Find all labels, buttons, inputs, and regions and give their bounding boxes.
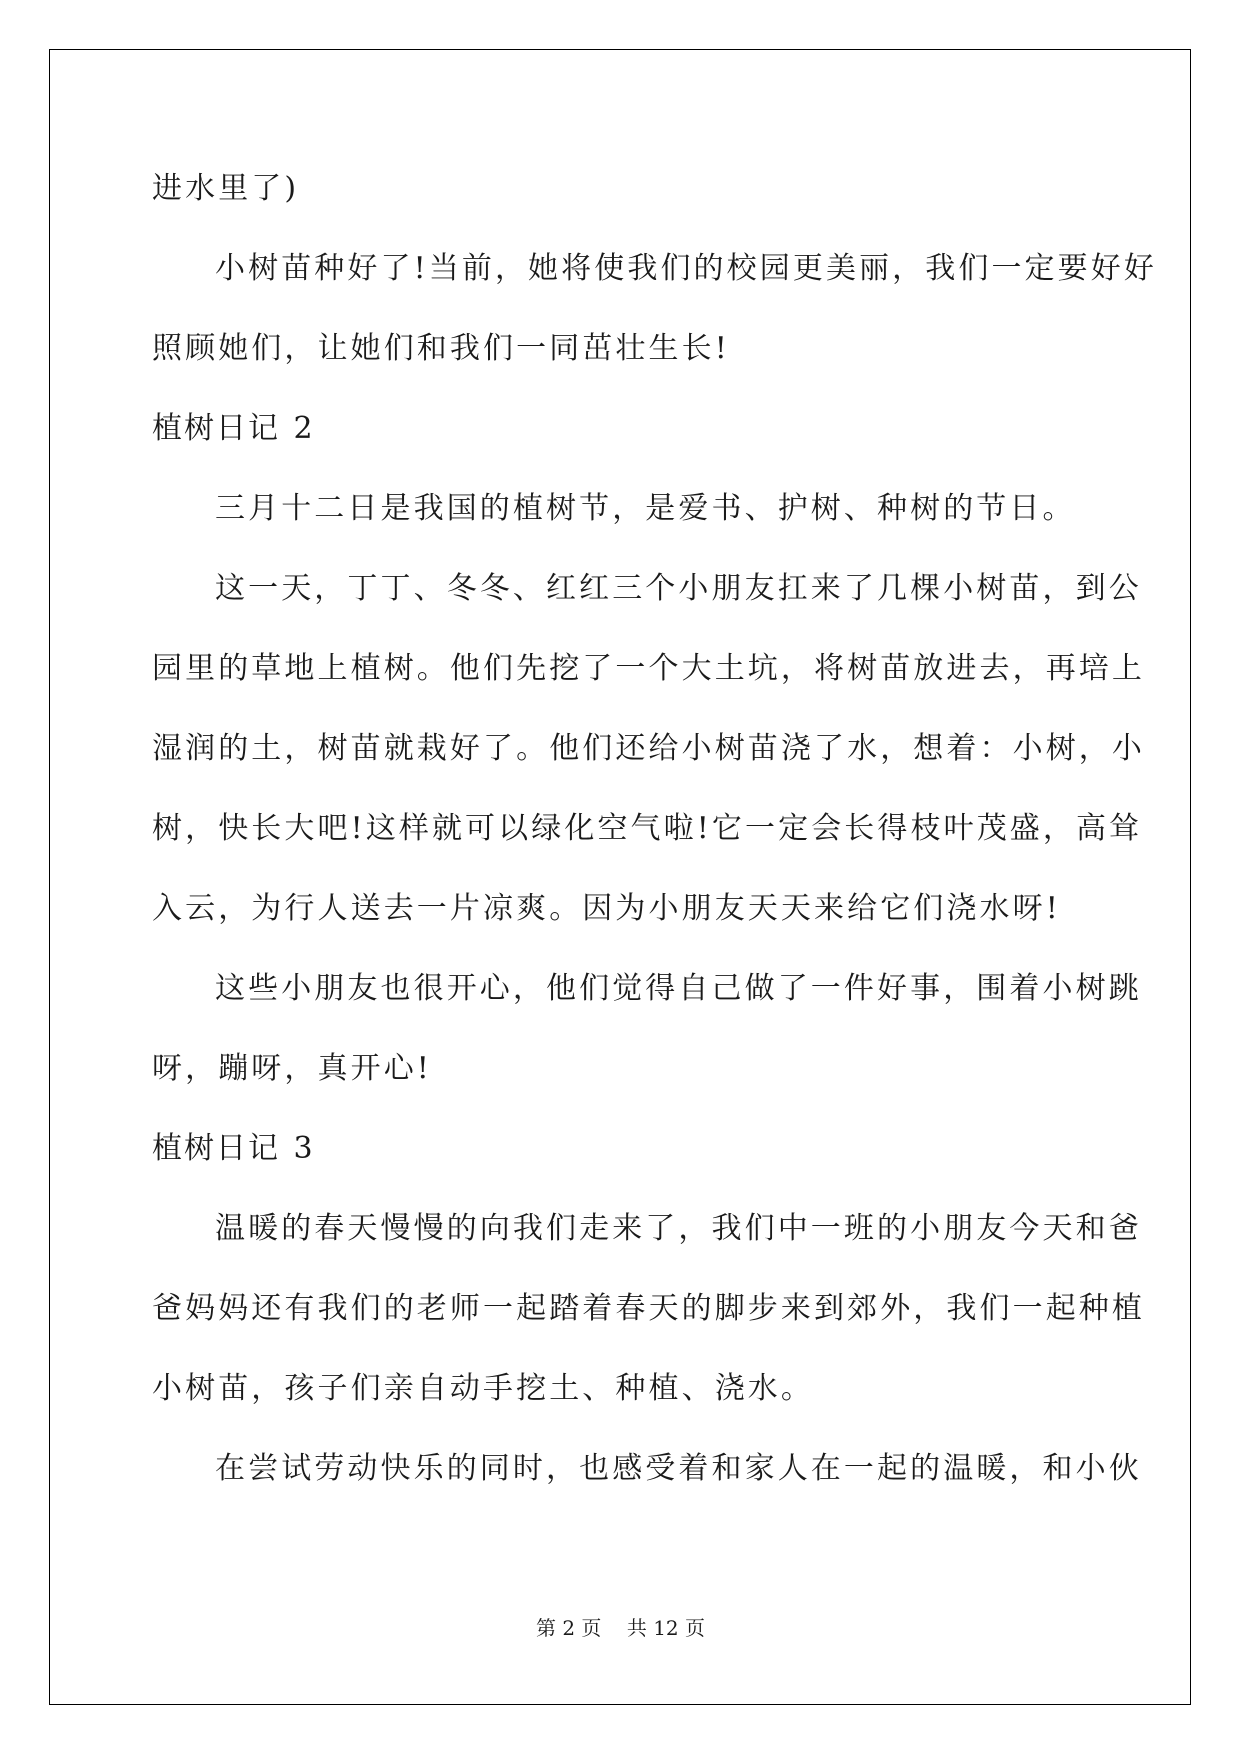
- text-line: 呀，蹦呀，真开心!: [152, 1051, 432, 1086]
- section-heading: 植树日记 2: [152, 411, 315, 446]
- document-body: [152, 162, 1157, 1522]
- paragraph-first-line: 小树苗种好了!当前，她将使我们的校园更美丽，我们一定要好好: [215, 251, 1157, 286]
- text-line: 进水里了): [152, 171, 300, 206]
- paragraph-first-line: 这一天，丁丁、冬冬、红红三个小朋友扛来了几棵小树苗，到公: [215, 571, 1142, 606]
- text-line: 照顾她们，让她们和我们一同茁壮生长!: [152, 331, 730, 366]
- text-line: 小树苗，孩子们亲自动手挖土、种植、浇水。: [152, 1371, 814, 1406]
- text-line: 湿润的土，树苗就栽好了。他们还给小树苗浇了水，想着：小树，小: [152, 731, 1145, 766]
- paragraph-first-line: 温暖的春天慢慢的向我们走来了，我们中一班的小朋友今天和爸: [215, 1211, 1142, 1246]
- page-number-footer: 第 2 页 共 12 页: [535, 1616, 706, 1640]
- text-line: 园里的草地上植树。他们先挖了一个大土坑，将树苗放进去，再培上: [152, 651, 1145, 686]
- paragraph-first-line: 在尝试劳动快乐的同时，也感受着和家人在一起的温暖，和小伙: [215, 1451, 1142, 1486]
- text-line: 树，快长大吧!这样就可以绿化空气啦!它一定会长得枝叶茂盛，高耸: [152, 811, 1143, 846]
- section-heading: 植树日记 3: [152, 1131, 315, 1166]
- paragraph-first-line: 三月十二日是我国的植树节，是爱书、护树、种树的节日。: [215, 491, 1076, 526]
- text-line: 入云，为行人送去一片凉爽。因为小朋友天天来给它们浇水呀!: [152, 891, 1061, 926]
- text-line: 爸妈妈还有我们的老师一起踏着春天的脚步来到郊外，我们一起种植: [152, 1291, 1145, 1326]
- paragraph-first-line: 这些小朋友也很开心，他们觉得自己做了一件好事，围着小树跳: [215, 971, 1142, 1006]
